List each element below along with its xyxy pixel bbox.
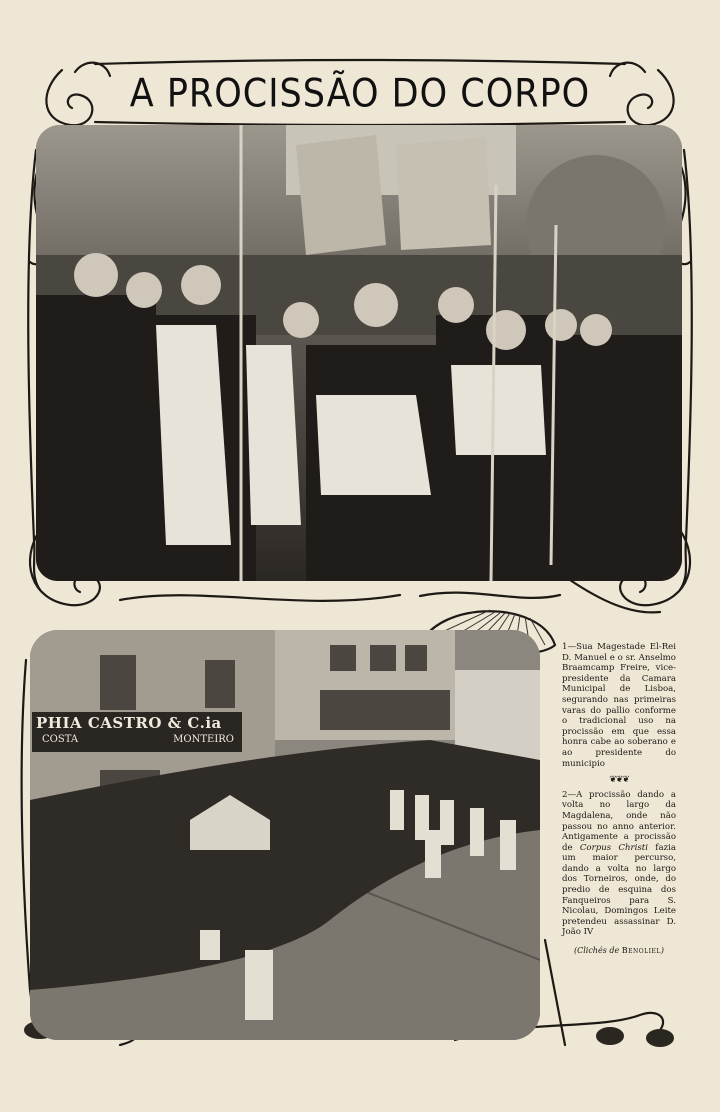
procession-photo-largo-da-magdalena bbox=[30, 630, 540, 1040]
credit-name: Benoliel bbox=[621, 946, 661, 956]
storefront-sign-left: COSTA bbox=[42, 734, 79, 745]
caption-1-text: —Sua Magestade El-Rei D. Manuel e o sr. Anselmo Braamcamp Freire, vice-presidente da Camara Municipal de Lisboa, segurando nas primeiras varas do pallio conforme o tradicional uso na procissão em que essa honra cabe ao soberano e ao presidente do municipio bbox=[562, 642, 676, 769]
caption-1-number: 1 bbox=[562, 642, 568, 652]
credit-prefix: (Clichés de bbox=[573, 946, 620, 956]
article-title: A PROCISSÃO DO CORPO bbox=[129, 71, 591, 117]
procession-photo-king-and-dignitaries bbox=[36, 125, 682, 581]
caption-2-italic: Corpus Christi bbox=[579, 842, 649, 853]
storefront-sign-line1: PHIA CASTRO & C.ia bbox=[36, 714, 222, 732]
storefront-sign-right: MONTEIRO bbox=[173, 734, 234, 745]
caption-separator: ❦❦❦ bbox=[609, 775, 629, 786]
photo-credit bbox=[562, 946, 676, 957]
caption-2-text-after: fazia um maior percurso, dando a volta no largo dos Torneiros, onde, do predio de esquina dos Fanqueiros para S. Nicolau, Domingos Leite pretendeu assassinar D. João IV bbox=[562, 842, 676, 938]
caption-2 bbox=[562, 790, 676, 938]
credit-suffix: ) bbox=[660, 946, 665, 956]
caption-column bbox=[562, 642, 676, 957]
caption-2-text: —A procissão dando a volta no largo da Magdalena, onde não passou no anno anterior. Antigamente a procissão de bbox=[562, 789, 676, 853]
caption-1 bbox=[562, 642, 676, 769]
caption-2-number: 2 bbox=[562, 789, 568, 800]
